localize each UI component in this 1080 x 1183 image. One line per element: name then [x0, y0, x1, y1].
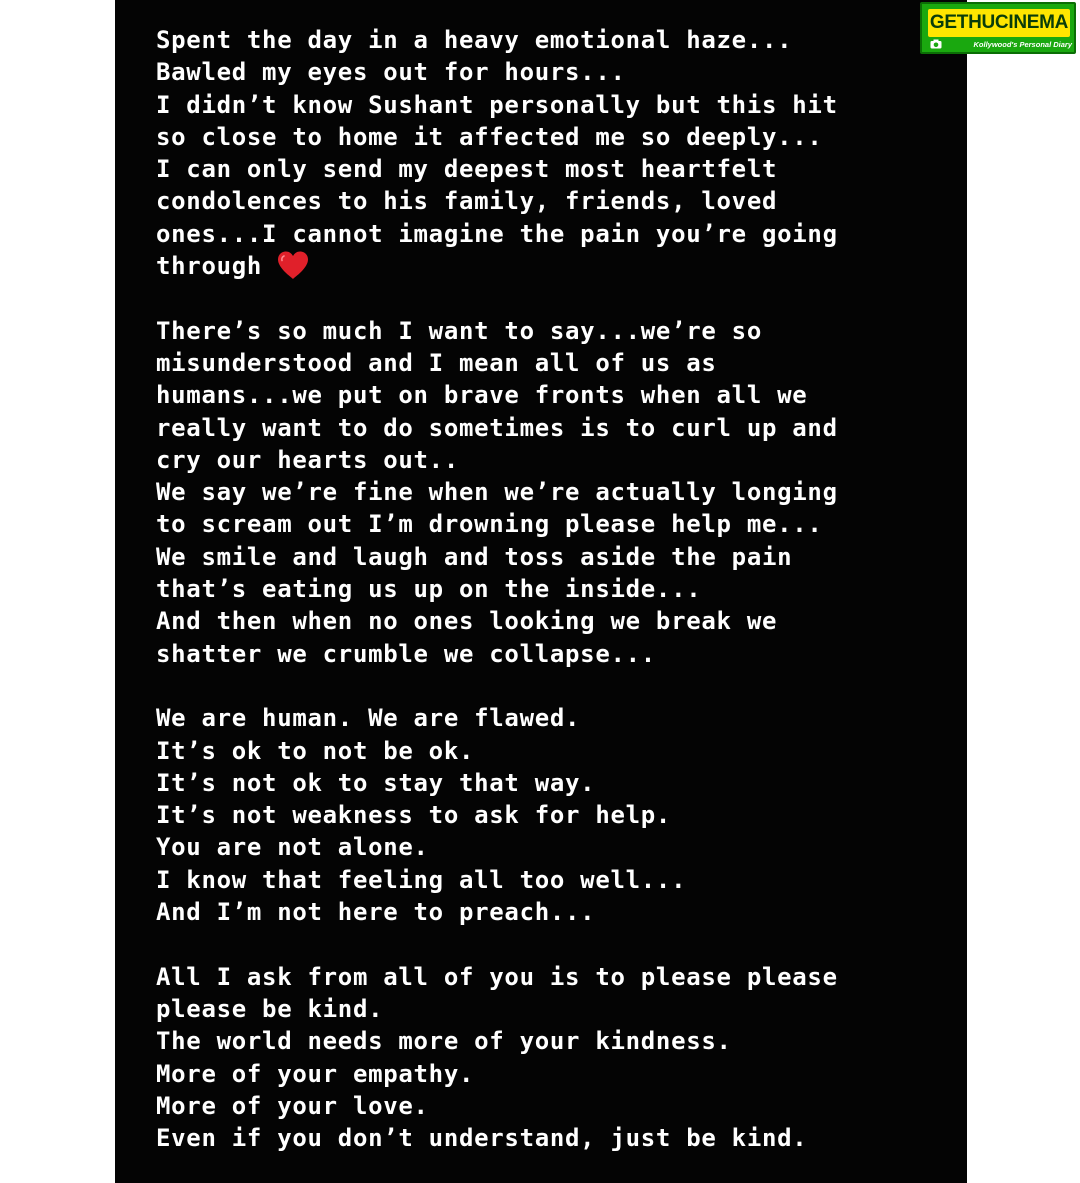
- logo-tagline: Kollywood's Personal Diary: [973, 40, 1072, 49]
- text-line: It’s ok to not be ok.: [156, 736, 475, 765]
- text-line: Even if you don’t understand, just be kind.: [156, 1124, 808, 1153]
- text-line: More of your love.: [156, 1091, 429, 1120]
- paragraph-1: [156, 24, 956, 282]
- text-line: misunderstood and I mean all of us as: [156, 348, 717, 377]
- text-line: that’s eating us up on the inside...: [156, 575, 702, 604]
- text-line: through: [156, 252, 263, 281]
- red-heart-icon: [276, 250, 310, 288]
- text-line: All I ask from all of you is to please please: [156, 962, 838, 991]
- text-line: We say we’re fine when we’re actually longing: [156, 478, 838, 507]
- story-text: [156, 24, 956, 1183]
- paragraph-2: [156, 315, 956, 670]
- text-line: condolences to his family, friends, loved: [156, 187, 778, 216]
- text-line: cry our hearts out..: [156, 445, 459, 474]
- text-line: I can only send my deepest most heartfelt: [156, 155, 778, 184]
- text-line: humans...we put on brave fronts when all we: [156, 381, 808, 410]
- text-line: I didn’t know Sushant personally but this hit: [156, 90, 838, 119]
- text-line: to scream out I’m drowning please help me...: [156, 510, 823, 539]
- camera-icon: [930, 39, 942, 49]
- text-line: We smile and laugh and toss aside the pain: [156, 542, 793, 571]
- paragraph-4: [156, 961, 956, 1155]
- text-line-with-heart: [156, 250, 956, 282]
- text-line: ones...I cannot imagine the pain you’re going: [156, 219, 838, 248]
- text-line: The world needs more of your kindness.: [156, 1027, 732, 1056]
- logo-title: GETHUCINEMA: [929, 12, 1069, 33]
- text-line: More of your empathy.: [156, 1059, 475, 1088]
- text-line: It’s not weakness to ask for help.: [156, 801, 672, 830]
- text-line: I know that feeling all too well...: [156, 865, 687, 894]
- text-line: It’s not ok to stay that way.: [156, 768, 596, 797]
- text-line: really want to do sometimes is to curl up and: [156, 413, 838, 442]
- text-line: And I’m not here to preach...: [156, 898, 596, 927]
- logo-banner: [928, 9, 1070, 37]
- paragraph-3: [156, 702, 956, 928]
- text-line: There’s so much I want to say...we’re so: [156, 316, 762, 345]
- gethucinema-logo: [920, 2, 1076, 54]
- text-line: And then when no ones looking we break we: [156, 607, 778, 636]
- text-line: We are human. We are flawed.: [156, 704, 581, 733]
- text-line: please be kind.: [156, 994, 384, 1023]
- text-line: Bawled my eyes out for hours...: [156, 58, 626, 87]
- text-line: shatter we crumble we collapse...: [156, 639, 656, 668]
- text-line: You are not alone.: [156, 833, 429, 862]
- story-card: [115, 0, 967, 1183]
- text-line: Spent the day in a heavy emotional haze...: [156, 26, 793, 54]
- text-line: so close to home it affected me so deeply...: [156, 122, 823, 151]
